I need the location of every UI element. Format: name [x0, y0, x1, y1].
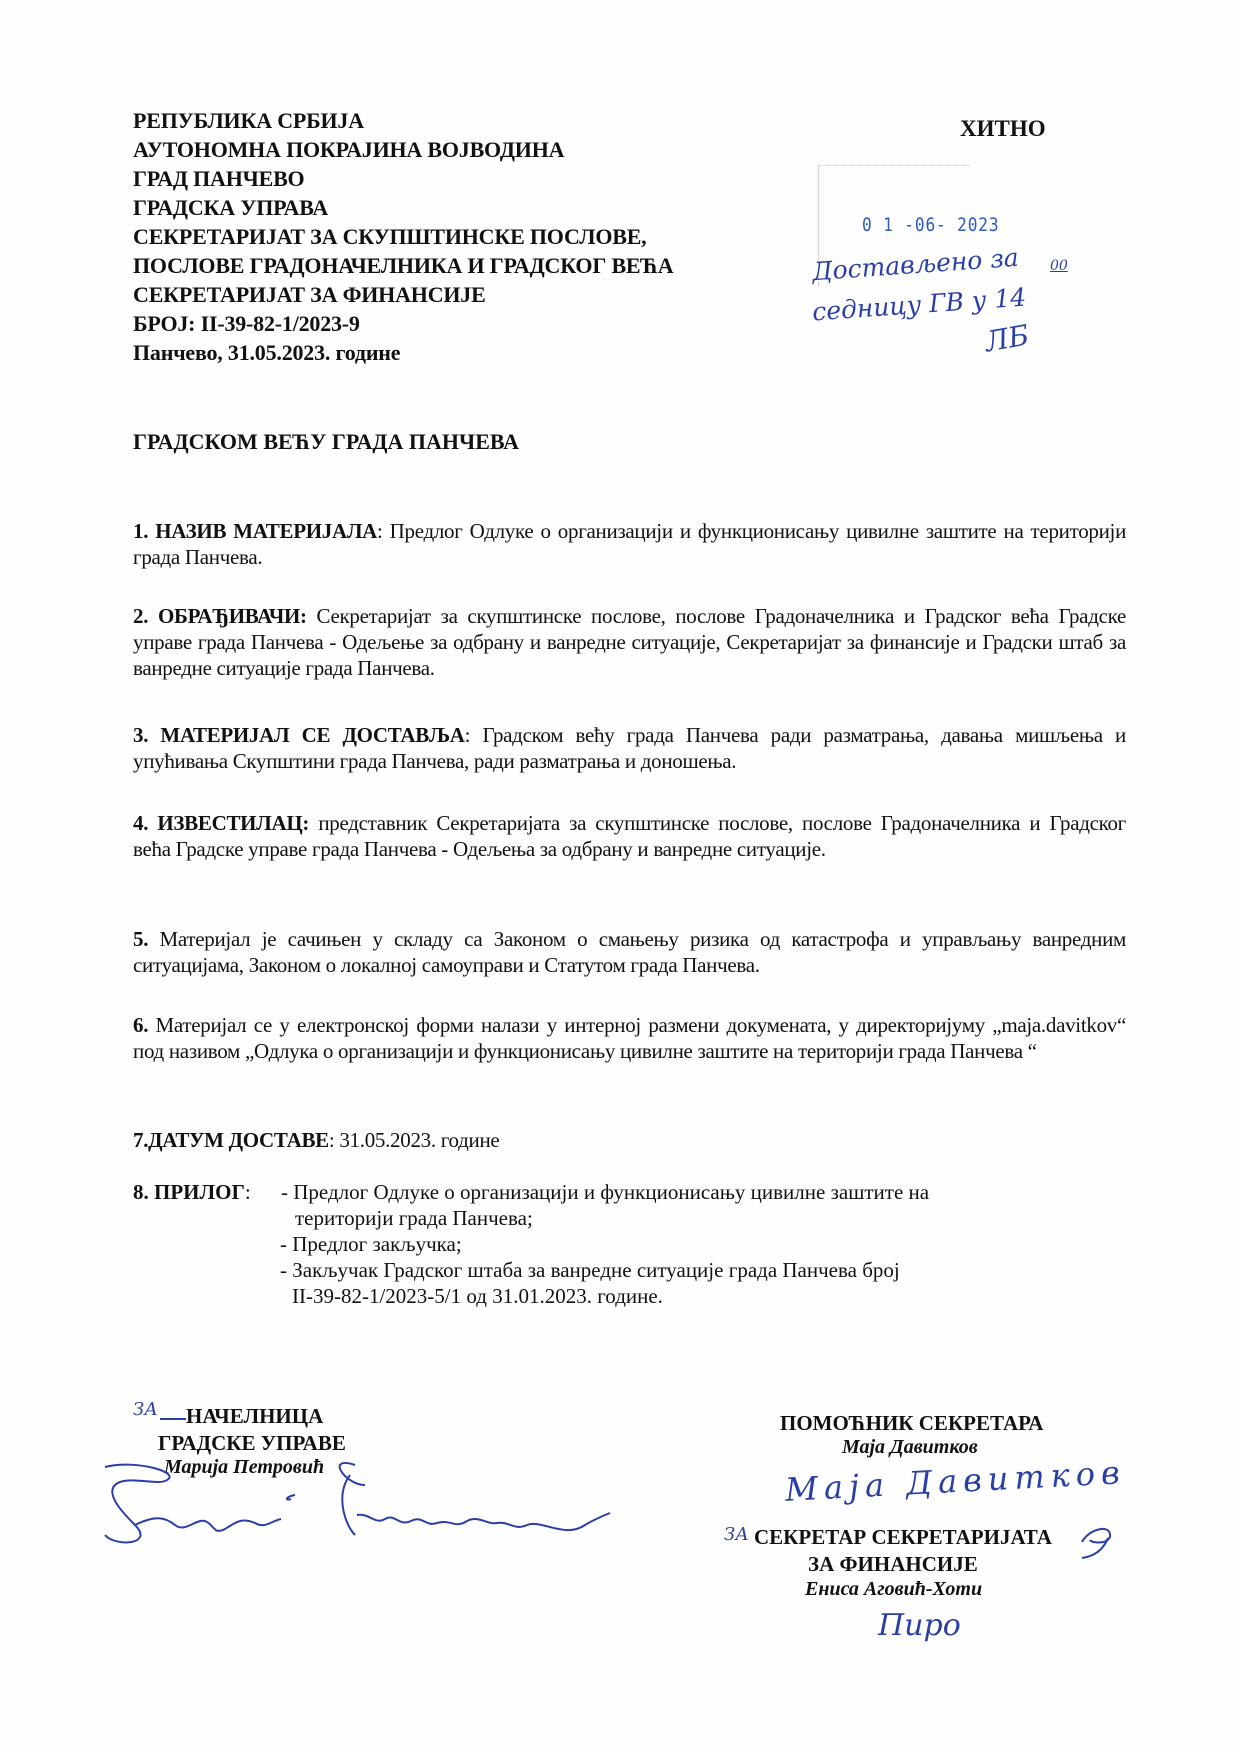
assistant-secretary-title: ПОМОЋНИК СЕКРЕТАРА [780, 1411, 1044, 1435]
finance-secretary-title-1: СЕКРЕТАР СЕКРЕТАРИЈАТА [754, 1525, 1052, 1549]
header-line-republic: РЕПУБЛИКА СРБИЈА [133, 108, 364, 133]
item-label: 6. [133, 1013, 149, 1037]
left-signature-prefix-stroke [160, 1418, 186, 1420]
item-text: Материјал је сачињен у складу са Законом о смањењу ризика од катастрофа и управљању ванредним ситуацијама, Законом о локалној самоуправи и Статутом града Панчева. [133, 927, 1126, 977]
handwritten-note-line2: седницу ГВ у 14 [811, 282, 1027, 327]
item-text: Секретаријат за скупштинске послове, послове Градоначелника и Градског већа Градске управе града Панчева - Одељење за одбрану и ванредне ситуације, Секретаријат за финансије и Градски штаб за ванредне ситуације града Панчева. [133, 604, 1127, 680]
item-rapporteur [133, 810, 1126, 862]
item-text: : Градском већу града Панчева ради разматрања, давања мишљења и упућивања Скупштини града Панчева, ради разматрања и доношења. [133, 723, 1126, 773]
attachment-item: - Закључак Градског штаба за ванредне ситуације града Панчева број [280, 1258, 900, 1282]
assistant-secretary-name: Маја Давитков [842, 1436, 978, 1458]
item-delivery-date [133, 1127, 1126, 1153]
handwritten-note-line1: Достављено за [811, 242, 1020, 287]
attachment-item: - Предлог закључка; [280, 1232, 462, 1256]
attachment-item-continued: II-39-82-1/2023-5/1 од 31.01.2023. године. [292, 1284, 663, 1308]
left-handwritten-signature-icon [95, 1455, 615, 1565]
handwritten-note-time-suffix: 00 [1050, 258, 1068, 274]
item-material-name [133, 518, 1126, 570]
header-line-administration: ГРАДСКА УПРАВА [133, 195, 329, 220]
header-line-secretariat-1: СЕКРЕТАРИЈАТ ЗА СКУПШТИНСКЕ ПОСЛОВЕ, [133, 224, 647, 249]
item-authors [133, 603, 1126, 681]
item-legal-basis [133, 926, 1126, 978]
left-signatory-name: Марија Петровић [164, 1456, 325, 1478]
item-label: 7.ДАТУМ ДОСТАВЕ [133, 1128, 329, 1152]
header-line-city: ГРАД ПАНЧЕВО [133, 166, 305, 191]
attachment-item-continued: територији града Панчева; [295, 1206, 533, 1230]
item-delivered-to [133, 722, 1126, 774]
document-date: Панчево, 31.05.2023. године [133, 340, 401, 365]
item-text: Материјал се у електронској форми налази у интерној размени докумената, у директоријуму „maja.davitkov“ под називом „Одлука о организацији и функционисању цивилне заштите на територији града Панчева “ [133, 1013, 1126, 1063]
handwritten-initials: ЛБ [982, 318, 1032, 359]
attachments-label: 8. ПРИЛОГ [133, 1180, 245, 1204]
assistant-secretary-handwritten-signature: Маја Давитков [784, 1453, 1127, 1509]
document-number: БРОЈ: II-39-82-1/2023-9 [133, 311, 360, 336]
finance-secretary-title-2: ЗА ФИНАНСИЈЕ [808, 1552, 978, 1576]
left-signature-prefix: ЗА [133, 1399, 158, 1420]
item-text: : 31.05.2023. године [328, 1128, 500, 1152]
addressee-heading: ГРАДСКОМ ВЕЋУ ГРАДА ПАНЧЕВА [133, 429, 520, 454]
item-text: представник Секретаријата за скупштинске послове, послове Градоначелника и Градског већа Градске управе града Панчева - Одељења за одбрану и ванредне ситуације. [133, 811, 1126, 861]
finance-secretary-prefix: ЗА [724, 1524, 749, 1545]
item-label: 5. [133, 927, 149, 951]
left-signature-title-1: НАЧЕЛНИЦА [186, 1404, 324, 1428]
item-label: 3. МАТЕРИЈАЛ СЕ ДОСТАВЉА [133, 723, 465, 747]
urgent-label: ХИТНО [960, 116, 1046, 141]
header-line-finance-secretariat: СЕКРЕТАРИЈАТ ЗА ФИНАНСИЈЕ [133, 282, 486, 307]
attachment-item: - Предлог Одлуке о организацији и функционисању цивилне заштите на [281, 1180, 930, 1204]
attachments-label-wrap [133, 1179, 251, 1205]
header-line-province: АУТОНОМНА ПОКРАЈИНА ВОЈВОДИНА [133, 137, 565, 162]
finance-secretary-handwritten-signature: Пиро [878, 1608, 961, 1643]
item-label: 1. НАЗИВ МАТЕРИЈАЛА [133, 519, 378, 543]
header-line-secretariat-2: ПОСЛОВЕ ГРАДОНАЧЕЛНИКА И ГРАДСКОГ ВЕЋА [133, 253, 674, 278]
item-label: 4. ИЗВЕСТИЛАЦ: [133, 811, 310, 835]
item-label: 2. ОБРАЂИВАЧИ: [133, 604, 307, 628]
attachments-separator: : [244, 1180, 251, 1204]
left-signature-title-2: ГРАДСКЕ УПРАВЕ [158, 1431, 346, 1455]
issuer-header [133, 106, 673, 367]
finance-secretary-name: Ениса Аговић-Хоти [805, 1578, 983, 1600]
finance-secretary-handwritten-signature-icon [1078, 1520, 1118, 1560]
receipt-stamp-date: 0 1 -06- 2023 [862, 214, 1000, 236]
item-electronic-location [133, 1012, 1126, 1064]
item-text: : Предлог Одлуке о организацији и функционисању цивилне заштите на територији града Панчева. [133, 519, 1127, 569]
